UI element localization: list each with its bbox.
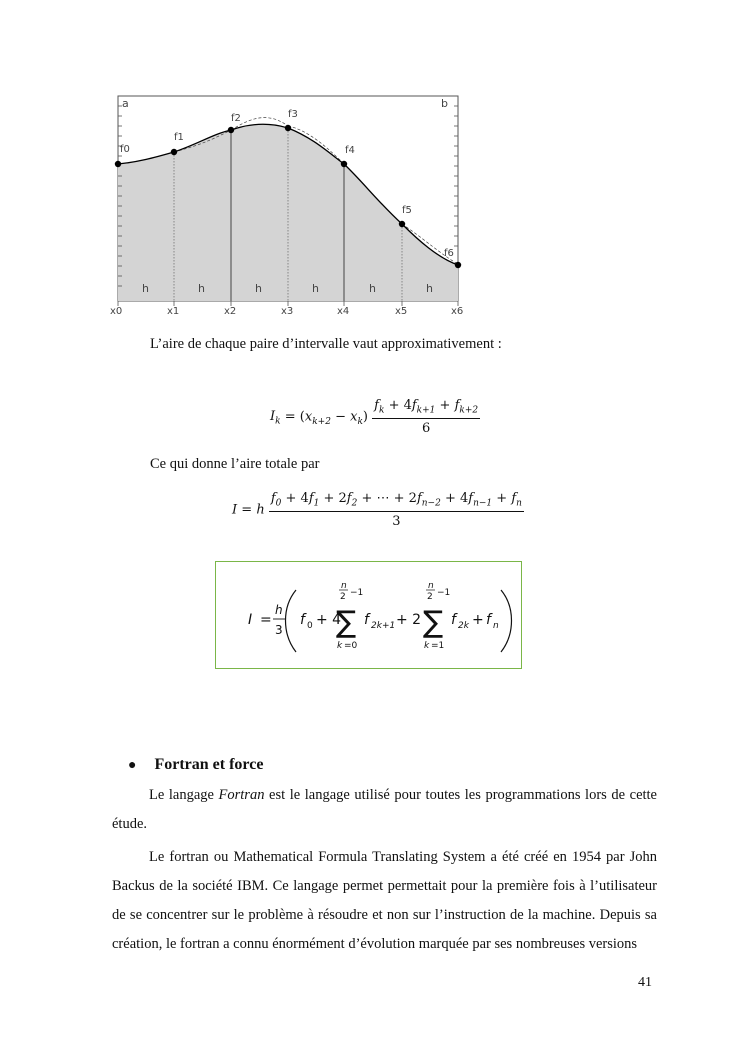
label-h4: h	[312, 282, 319, 295]
bullet: ●	[128, 758, 137, 773]
point-f1	[171, 149, 177, 155]
svg-text:=1: =1	[431, 641, 445, 651]
svg-text:∑: ∑	[423, 605, 444, 640]
label-h1: h	[142, 282, 149, 295]
label-f3: f3	[288, 109, 298, 120]
svg-text:∑: ∑	[336, 605, 357, 640]
simpson-formula-box	[215, 561, 522, 669]
label-h5: h	[369, 282, 376, 295]
svg-text:=0: =0	[344, 641, 358, 651]
label-x6: x6	[451, 306, 464, 317]
paragraph-fortran-history: Le fortran ou Mathematical Formula Translating System a été créé en 1954 par John Backus de la société IBM. Ce langage permet permettait pour la première fois à l’utilisateur de se concentrer sur le problème à résoudre et non sur l’instruction de la machine. Depuis sa création, le fortran a connu énormément d’évolution marquée par ses nombreuses versions	[112, 849, 657, 952]
svg-text:=: =	[260, 612, 272, 628]
area-intro: L’aire de chaque paire d’intervalle vaut approximativement :	[150, 336, 502, 352]
simpson-figure	[108, 90, 468, 320]
label-x2: x2	[224, 306, 237, 317]
svg-text:2: 2	[427, 592, 433, 602]
svg-text:h: h	[275, 603, 283, 617]
label-f6: f6	[444, 248, 454, 259]
label-h6: h	[426, 282, 433, 295]
point-f2	[228, 127, 234, 133]
section-heading	[128, 756, 263, 774]
point-f3	[285, 125, 291, 131]
point-f5	[399, 221, 405, 227]
point-f0	[115, 161, 121, 167]
label-x0: x0	[110, 306, 123, 317]
label-a: a	[122, 97, 129, 110]
svg-text:k: k	[337, 641, 343, 651]
svg-text:+ 4: + 4	[316, 612, 342, 628]
simpson-formula	[216, 562, 521, 668]
label-x5: x5	[395, 306, 408, 317]
point-f6	[455, 262, 461, 268]
svg-text:f: f	[364, 612, 369, 628]
label-f1: f1	[174, 132, 184, 143]
svg-text:2: 2	[340, 592, 346, 602]
label-h3: h	[255, 282, 262, 295]
svg-text:+ 2: + 2	[396, 612, 422, 628]
label-x3: x3	[281, 306, 294, 317]
svg-text:n: n	[428, 581, 434, 591]
svg-text:f: f	[451, 612, 456, 628]
label-x4: x4	[337, 306, 350, 317]
svg-text:2k: 2k	[458, 621, 469, 631]
paragraph-fortran-intro: Le langage Fortran est le langage utilisé pour toutes les programmations lors de cette étude.	[112, 787, 657, 832]
section-title: Fortran et force	[154, 756, 264, 773]
label-x1: x1	[167, 306, 180, 317]
label-f2: f2	[231, 113, 241, 124]
svg-text:n: n	[341, 581, 347, 591]
equation-total: I = h $\frac{f_0 + 4f_1 + 2f_2 + \cdots + 2f_{n-2} + 4f_{n-1} + f_n}{3}$	[232, 491, 522, 529]
point-f4	[341, 161, 347, 167]
label-b: b	[441, 97, 448, 110]
svg-text:I: I	[248, 612, 253, 628]
label-f0: f0	[120, 144, 130, 155]
svg-text:+: +	[472, 612, 484, 628]
equation-ik: $I_k = (x_{k+2} - x_k)$ $\frac{f_k + 4f_{k+1} + f_{k+2}}{6}$	[270, 398, 479, 436]
svg-text:f: f	[300, 612, 305, 628]
svg-text:3: 3	[275, 623, 283, 637]
svg-text:k: k	[424, 641, 430, 651]
label-h2: h	[198, 282, 205, 295]
svg-text:f: f	[486, 612, 491, 628]
svg-text:−1: −1	[437, 588, 451, 598]
label-f4: f4	[345, 145, 355, 156]
svg-text:−1: −1	[350, 588, 364, 598]
svg-text:0: 0	[307, 621, 313, 631]
total-intro: Ce qui donne l’aire totale par	[150, 456, 320, 472]
label-f5: f5	[402, 205, 412, 216]
svg-text:n: n	[493, 621, 499, 631]
svg-text:2k+1: 2k+1	[371, 621, 396, 631]
page-number: 41	[638, 975, 652, 990]
